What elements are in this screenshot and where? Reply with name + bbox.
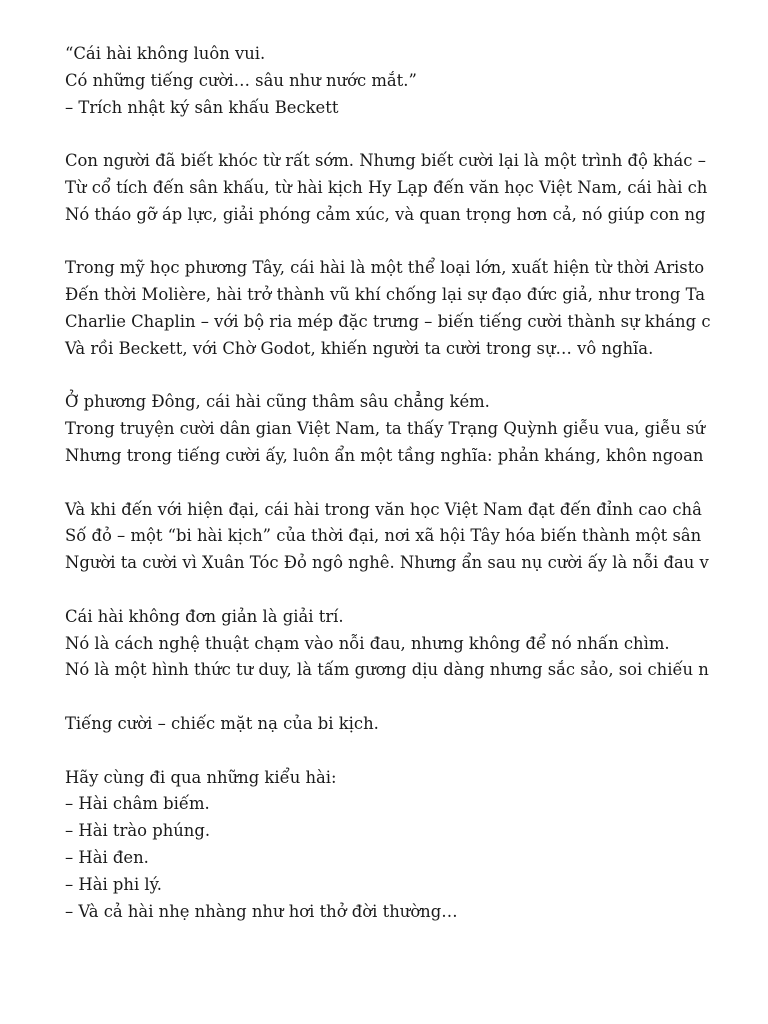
epigraph-line: “Cái hài không luôn vui. bbox=[65, 44, 266, 63]
text-line: Và khi đến với hiện đại, cái hài trong văn học Việt Nam đạt đến đỉnh cao châ bbox=[65, 499, 702, 519]
paragraph-mask bbox=[65, 711, 768, 738]
text-line: Trong mỹ học phương Tây, cái hài là một thể loại lớn, xuất hiện từ thời Aristo bbox=[65, 258, 705, 278]
text-line: Nhưng trong tiếng cười ấy, luôn ẩn một tầng nghĩa: phản kháng, khôn ngoan bbox=[65, 445, 704, 465]
types-list bbox=[65, 765, 768, 926]
epigraph-attribution: – Trích nhật ký sân khấu Beckett bbox=[65, 97, 339, 117]
list-item: – Hài đen. bbox=[65, 847, 149, 867]
paragraph-essence bbox=[65, 604, 768, 684]
text-line: Trong truyện cười dân gian Việt Nam, ta thấy Trạng Quỳnh giễu vua, giễu sứ bbox=[65, 419, 706, 439]
text-line: Đến thời Molière, hài trở thành vũ khí chống lại sự đạo đức giả, như trong Ta bbox=[65, 285, 706, 305]
paragraph-modern bbox=[65, 497, 768, 577]
list-item: – Và cả hài nhẹ nhàng như hơi thở đời thường… bbox=[65, 901, 458, 921]
text-line: Con người đã biết khóc từ rất sớm. Nhưng biết cười lại là một trình độ khác – bbox=[65, 151, 706, 171]
text-line: Charlie Chaplin – với bộ ria mép đặc trưng – biến tiếng cười thành sự kháng c bbox=[65, 311, 711, 331]
list-item: – Hài trào phúng. bbox=[65, 821, 211, 841]
text-line: Từ cổ tích đến sân khấu, từ hài kịch Hy Lạp đến văn học Việt Nam, cái hài ch bbox=[65, 177, 708, 197]
text-line: Và rồi Beckett, với Chờ Godot, khiến người ta cười trong sự… vô nghĩa. bbox=[65, 338, 654, 358]
paragraph-west bbox=[65, 255, 768, 362]
text-line: Cái hài không đơn giản là giải trí. bbox=[65, 606, 344, 626]
epigraph bbox=[65, 41, 768, 121]
paragraph-east bbox=[65, 389, 768, 469]
text-line: Người ta cười vì Xuân Tóc Đỏ ngô nghê. Nhưng ẩn sau nụ cười ấy là nỗi đau v bbox=[65, 553, 709, 573]
text-line: Nó tháo gỡ áp lực, giải phóng cảm xúc, và quan trọng hơn cả, nó giúp con ng bbox=[65, 204, 706, 224]
text-line: Nó là một hình thức tư duy, là tấm gương dịu dàng nhưng sắc sảo, soi chiếu n bbox=[65, 660, 709, 680]
document-body bbox=[65, 41, 768, 952]
text-line: Tiếng cười – chiếc mặt nạ của bi kịch. bbox=[65, 713, 379, 733]
paragraph-intro bbox=[65, 148, 768, 228]
text-line: Số đỏ – một “bi hài kịch” của thời đại, nơi xã hội Tây hóa biến thành một sân bbox=[65, 526, 702, 546]
list-item: – Hài phi lý. bbox=[65, 874, 162, 894]
text-line: Ở phương Đông, cái hài cũng thâm sâu chẳng kém. bbox=[65, 392, 490, 412]
list-item: – Hài châm biếm. bbox=[65, 794, 210, 814]
text-line: Nó là cách nghệ thuật chạm vào nỗi đau, nhưng không để nó nhấn chìm. bbox=[65, 633, 670, 653]
epigraph-line: Có những tiếng cười… sâu như nước mắt.” bbox=[65, 70, 417, 90]
types-intro: Hãy cùng đi qua những kiểu hài: bbox=[65, 767, 337, 787]
